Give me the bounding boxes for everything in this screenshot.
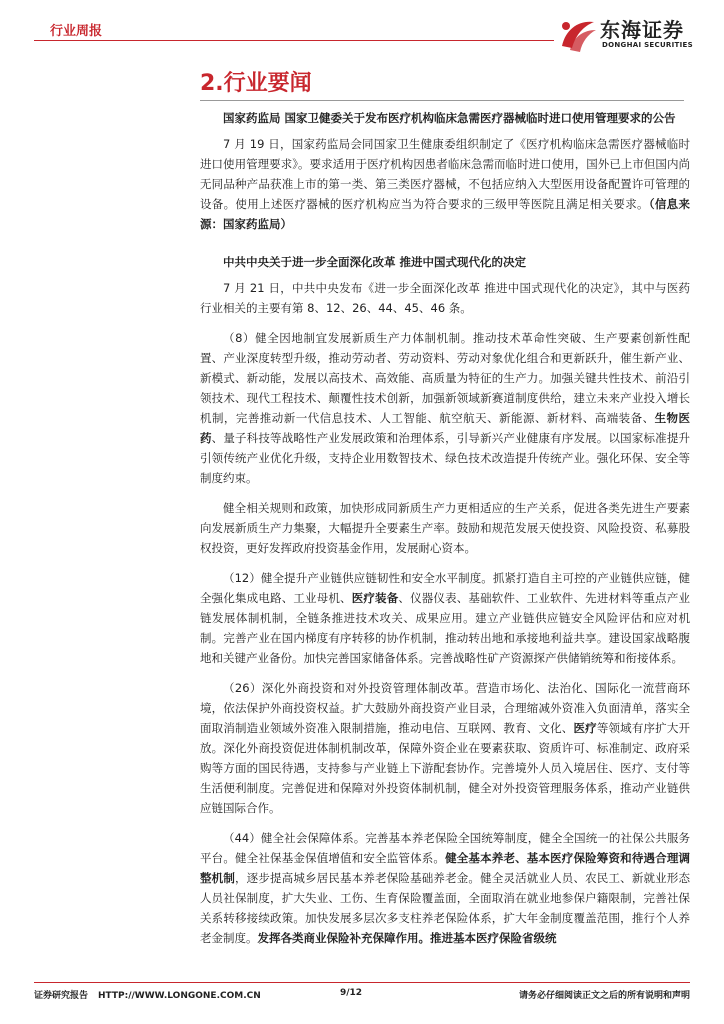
- page-number: 9/12: [340, 988, 363, 998]
- section-title: 2.行业要闻: [200, 71, 312, 96]
- news1-body-text: 7 月 19 日，国家药监局会同国家卫生健康委组织制定了《医疗机构临床急需医疗器械临时进口使用管理要求》。要求适用于医疗机构因患者临床急需而临时进口使用，国外已上市但国内尚无同品种产品获准上市的第一类、第三类医疗器械，不包括应纳入大型医用设备配置许可管理的设备。使用上述医疗器械的医疗机构应当为符合要求的三级甲等医院且满足相关要求。: [200, 137, 690, 211]
- article-12: [200, 568, 690, 668]
- article-12-text-a: （12）健全提升产业链供应链韧性和安全水平制度。抓紧打造自主可控的产业链供应链，健全强化集成电路、工业母机、: [200, 571, 690, 605]
- article-26-text-b: 等领域有序扩大开放。深化外商投资促进体制机制改革，保障外资企业在要素获取、资质许可、标准制定、政府采购等方面的国民待遇，支持参与产业链上下游配套协作。完善境外人员入境居住、医疗、支付等生活便利制度。完善促进和保障对外投资体制机制，健全对外投资管理服务体系，推动产业链供应链国际合作。: [200, 721, 691, 815]
- news2-title: 中共中央关于进一步全面深化改革 推进中国式现代化的决定: [223, 255, 527, 269]
- article-26-highlight: 医疗: [573, 721, 597, 735]
- article-44-highlight-1: 健全基本养老、基本医疗保险筹资和待遇合理调整机制: [200, 851, 691, 885]
- news1-body: [200, 134, 690, 234]
- article-26: [200, 678, 690, 818]
- article-8: [200, 328, 690, 488]
- footer-report-type: 证券研究报告: [34, 991, 89, 1001]
- report-content: [200, 108, 690, 948]
- article-44: [200, 828, 690, 948]
- article-8-continued: 健全相关规则和政策，加快形成同新质生产力更相适应的生产关系，促进各类先进生产要素向发展新质生产力集聚，大幅提升全要素生产率。鼓励和规范发展天使投资、风险投资、私募股权投资，更好发挥政府投资基金作用，发展耐心资本。: [200, 501, 690, 555]
- article-44-text-b: ，逐步提高城乡居民基本养老保险基础养老金。健全灵活就业人员、农民工、新就业形态人员社保制度，扩大失业、工伤、生育保险覆盖面，全面取消在就业地参保户籍限制，完善社保关系转移接续政策。加快发展多层次多支柱养老保险体系，扩大年金制度覆盖范围，推行个人养老金制度。: [200, 871, 690, 945]
- article-8-highlight: 生物医药: [200, 411, 691, 445]
- article-12-highlight: 医疗装备: [351, 591, 399, 605]
- section-divider: [200, 100, 684, 101]
- news2-intro: 7 月 21 日，中共中央发布《进一步全面深化改革 推进中国式现代化的决定》，其中与医药行业相关的主要有第 8、12、26、44、45、46 条。: [200, 281, 690, 315]
- logo-english-name: DONGHAI SECURITIES: [602, 41, 693, 49]
- footer-divider: [34, 982, 690, 983]
- article-12-text-b: 、仪器仪表、基础软件、工业软件、先进材料等重点产业链发展体制机制，全链条推进技术攻关、成果应用。建立产业链供应链安全风险评估和应对机制。完善产业在国内梯度有序转移的协作机制，推动转出地和承接地利益共享。建设国家战略腹地和关键产业备份。加快完善国家储备体系。完善战略性矿产资源探产供储销统筹和衔接体系。: [200, 591, 691, 665]
- footer-url[interactable]: HTTP://WWW.LONGONE.COM.CN: [98, 991, 261, 1001]
- news1-source: （信息来源：国家药监局）: [200, 197, 690, 231]
- news1-title: 国家药监局 国家卫健委关于发布医疗机构临床急需医疗器械临时进口使用管理要求的公告: [223, 111, 676, 125]
- article-44-highlight-2: 发挥各类商业保险补充保障作用。推进基本医疗保险省级统: [257, 931, 557, 945]
- logo-emblem-icon: [556, 14, 598, 54]
- header-divider: [34, 40, 554, 41]
- article-8-text-b: 、量子科技等战略性产业发展政策和治理体系，引导新兴产业健康有序发展。以国家标准提升引领传统产业优化升级，支持企业用数智技术、绿色技术改造提升传统产业。强化环保、安全等制度约束。: [200, 431, 690, 485]
- header-label: 行业周报: [50, 24, 103, 39]
- company-logo: [556, 12, 706, 56]
- footer-left: [34, 988, 271, 1001]
- article-44-text-a: （44）健全社会保障体系。完善基本养老保险全国统筹制度，健全全国统一的社保公共服务平台。健全社保基金保值增值和安全监管体系。: [200, 831, 690, 865]
- logo-chinese-name: 东海证券: [600, 18, 684, 42]
- footer-disclaimer: 请务必仔细阅读正文之后的所有说明和声明: [518, 991, 690, 1001]
- article-8-text-a: （8）健全因地制宜发展新质生产力体制机制。推动技术革命性突破、生产要素创新性配置、产业深度转型升级，推动劳动者、劳动资料、劳动对象优化组合和更新跃升，催生新产业、新模式、新动能，发展以高技术、高效能、高质量为特征的生产力。加强关键共性技术、前沿引领技术、现代工程技术、颠覆性技术创新，加强新领域新赛道制度供给，建立未来产业投入增长机制，完善推动新一代信息技术、人工智能、航空航天、新能源、新材料、高端装备、: [200, 331, 690, 425]
- article-26-text-a: （26）深化外商投资和对外投资管理体制改革。营造市场化、法治化、国际化一流营商环境，依法保护外商投资权益。扩大鼓励外商投资产业目录，合理缩减外资准入负面清单，落实全面取消制造业领域外资准入限制措施，推动电信、互联网、教育、文化、: [200, 681, 690, 735]
